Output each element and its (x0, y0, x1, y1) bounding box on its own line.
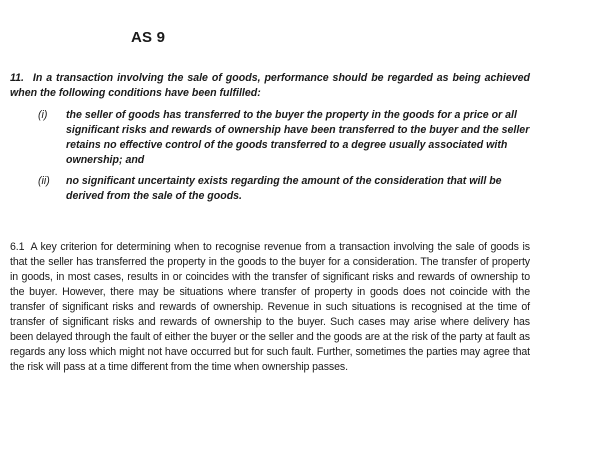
condition-text-i: the seller of goods has transferred to the buyer the property in the goods for a price or all significant risks and rewards of ownership have been transferred to the buyer and the seller retains no effective control of the goods transferred to a degree usually associated with ownership; and (66, 109, 530, 166)
paragraph-11 (10, 71, 530, 101)
condition-item-i (38, 108, 530, 168)
paragraph-6-1-number: 6.1 (10, 241, 25, 253)
paragraph-6-1-text: A key criterion for determining when to recognise revenue from a transaction involving the sale of goods is that the seller has transferred the property in the goods to the buyer for a consideration. The transfer of property in goods, in most cases, results in or coincides with the transfer of significant risks and rewards of ownership to the buyer. However, there may be situations where transfer of property in goods does not coincide with the transfer of significant risks and rewards of ownership. Revenue in such situations is recognised at the time of transfer of significant risks and rewards of ownership to the buyer. Such cases may arise where delivery has been delayed through the fault of either the buyer or the seller and the goods are at the risk of the party at fault as regards any loss which might not have occurred but for such fault. Further, sometimes the parties may agree that the risk will pass at a time different from the time when ownership passes. (10, 241, 530, 373)
condition-marker-ii: (ii) (38, 175, 50, 187)
document-title: AS 9 (131, 29, 166, 46)
condition-text-ii: no significant uncertainty exists regarding the amount of the consideration that will be derived from the sale of the goods. (66, 175, 502, 202)
conditions-list (38, 108, 530, 210)
condition-item-ii (38, 174, 530, 204)
paragraph-6-1 (10, 240, 530, 375)
condition-marker-i: (i) (38, 109, 48, 121)
paragraph-11-text: In a transaction involving the sale of goods, performance should be regarded as being achieved when the following conditions have been fulfilled: (10, 72, 530, 99)
paragraph-11-number: 11. (10, 72, 24, 84)
